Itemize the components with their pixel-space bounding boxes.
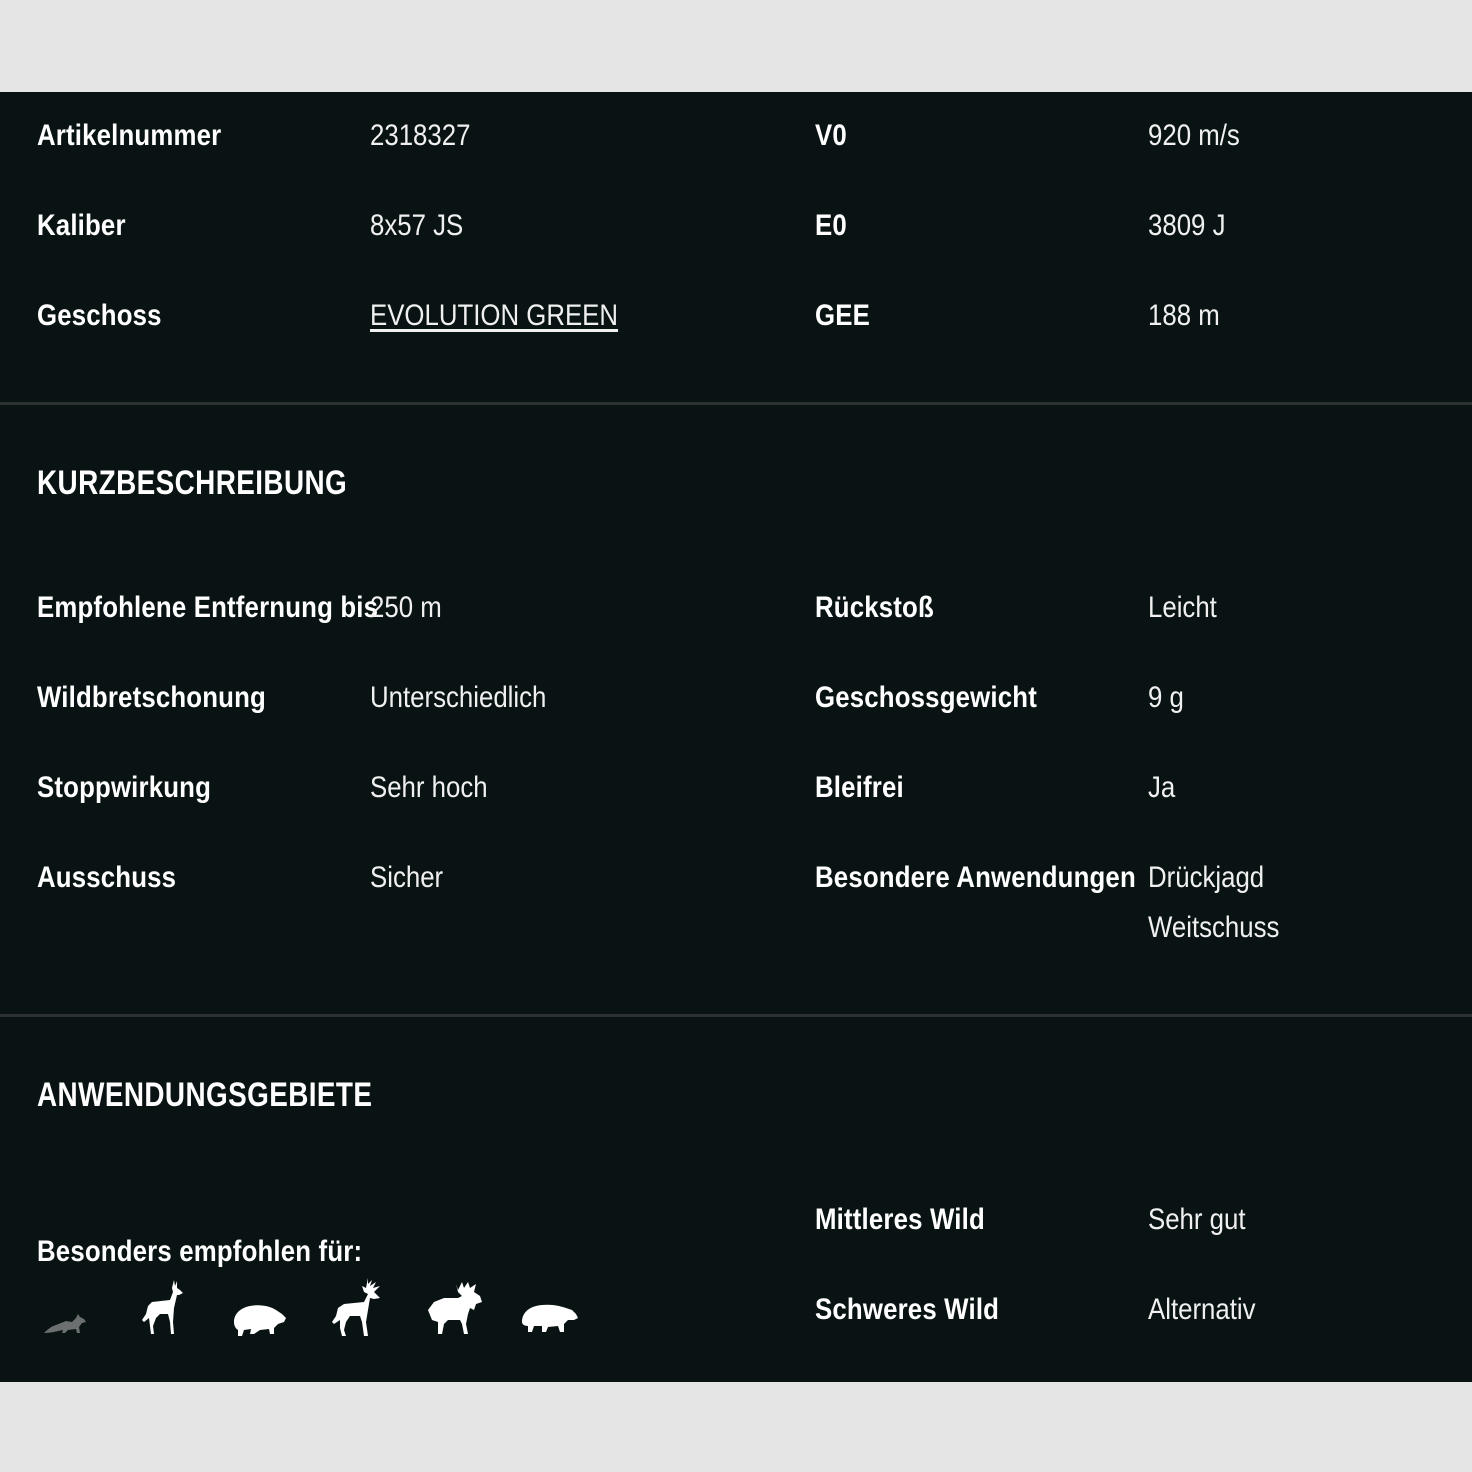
ausschuss-value: Sicher xyxy=(370,861,444,894)
geschoss-link[interactable]: EVOLUTION GREEN xyxy=(370,299,619,332)
product-specs-panel xyxy=(0,92,1472,1382)
schweres-wild-value: Alternativ xyxy=(1148,1293,1256,1326)
bleifrei-label: Bleifrei xyxy=(815,771,904,804)
e0-value: 3809 J xyxy=(1148,209,1226,242)
v0-label: V0 xyxy=(815,119,847,152)
ausschuss-label: Ausschuss xyxy=(37,861,177,894)
bleifrei-value: Ja xyxy=(1148,771,1176,804)
gewicht-value: 9 g xyxy=(1148,681,1184,714)
rueckstoss-value: Leicht xyxy=(1148,591,1217,624)
wildbret-value: Unterschiedlich xyxy=(370,681,547,714)
fox-icon xyxy=(42,1305,88,1369)
moose-icon xyxy=(424,1280,484,1344)
anwendungen-label: Besondere Anwendungen xyxy=(815,861,1136,894)
entfernung-value: 250 m xyxy=(370,591,442,624)
roe-deer-icon xyxy=(140,1278,186,1342)
kurzbeschreibung-heading: KURZBESCHREIBUNG xyxy=(37,464,348,502)
geschoss-label: Geschoss xyxy=(37,299,162,332)
kaliber-label: Kaliber xyxy=(37,209,126,242)
v0-value: 920 m/s xyxy=(1148,119,1240,152)
empfohlen-label: Besonders empfohlen für: xyxy=(37,1235,363,1268)
stopp-label: Stoppwirkung xyxy=(37,771,212,804)
section-divider xyxy=(0,402,1472,405)
section-divider xyxy=(0,1014,1472,1017)
rueckstoss-label: Rückstoß xyxy=(815,591,934,624)
schweres-wild-label: Schweres Wild xyxy=(815,1293,1000,1326)
anwendungsgebiete-heading: ANWENDUNGSGEBIETE xyxy=(37,1076,373,1114)
bear-icon xyxy=(518,1300,580,1364)
kaliber-value: 8x57 JS xyxy=(370,209,464,242)
gewicht-label: Geschossgewicht xyxy=(815,681,1037,714)
artikelnummer-label: Artikelnummer xyxy=(37,119,222,152)
red-deer-icon xyxy=(328,1276,386,1340)
gee-value: 188 m xyxy=(1148,299,1220,332)
gee-label: GEE xyxy=(815,299,871,332)
anwendungen-value-2: Weitschuss xyxy=(1148,911,1280,944)
stopp-value: Sehr hoch xyxy=(370,771,488,804)
artikelnummer-value: 2318327 xyxy=(370,119,471,152)
mittleres-wild-value: Sehr gut xyxy=(1148,1203,1246,1236)
mittleres-wild-label: Mittleres Wild xyxy=(815,1203,985,1236)
e0-label: E0 xyxy=(815,209,847,242)
wildbret-label: Wildbretschonung xyxy=(37,681,266,714)
entfernung-label: Empfohlene Entfernung bis xyxy=(37,591,379,624)
anwendungen-value-1: Drückjagd xyxy=(1148,861,1265,894)
boar-icon xyxy=(230,1300,288,1364)
